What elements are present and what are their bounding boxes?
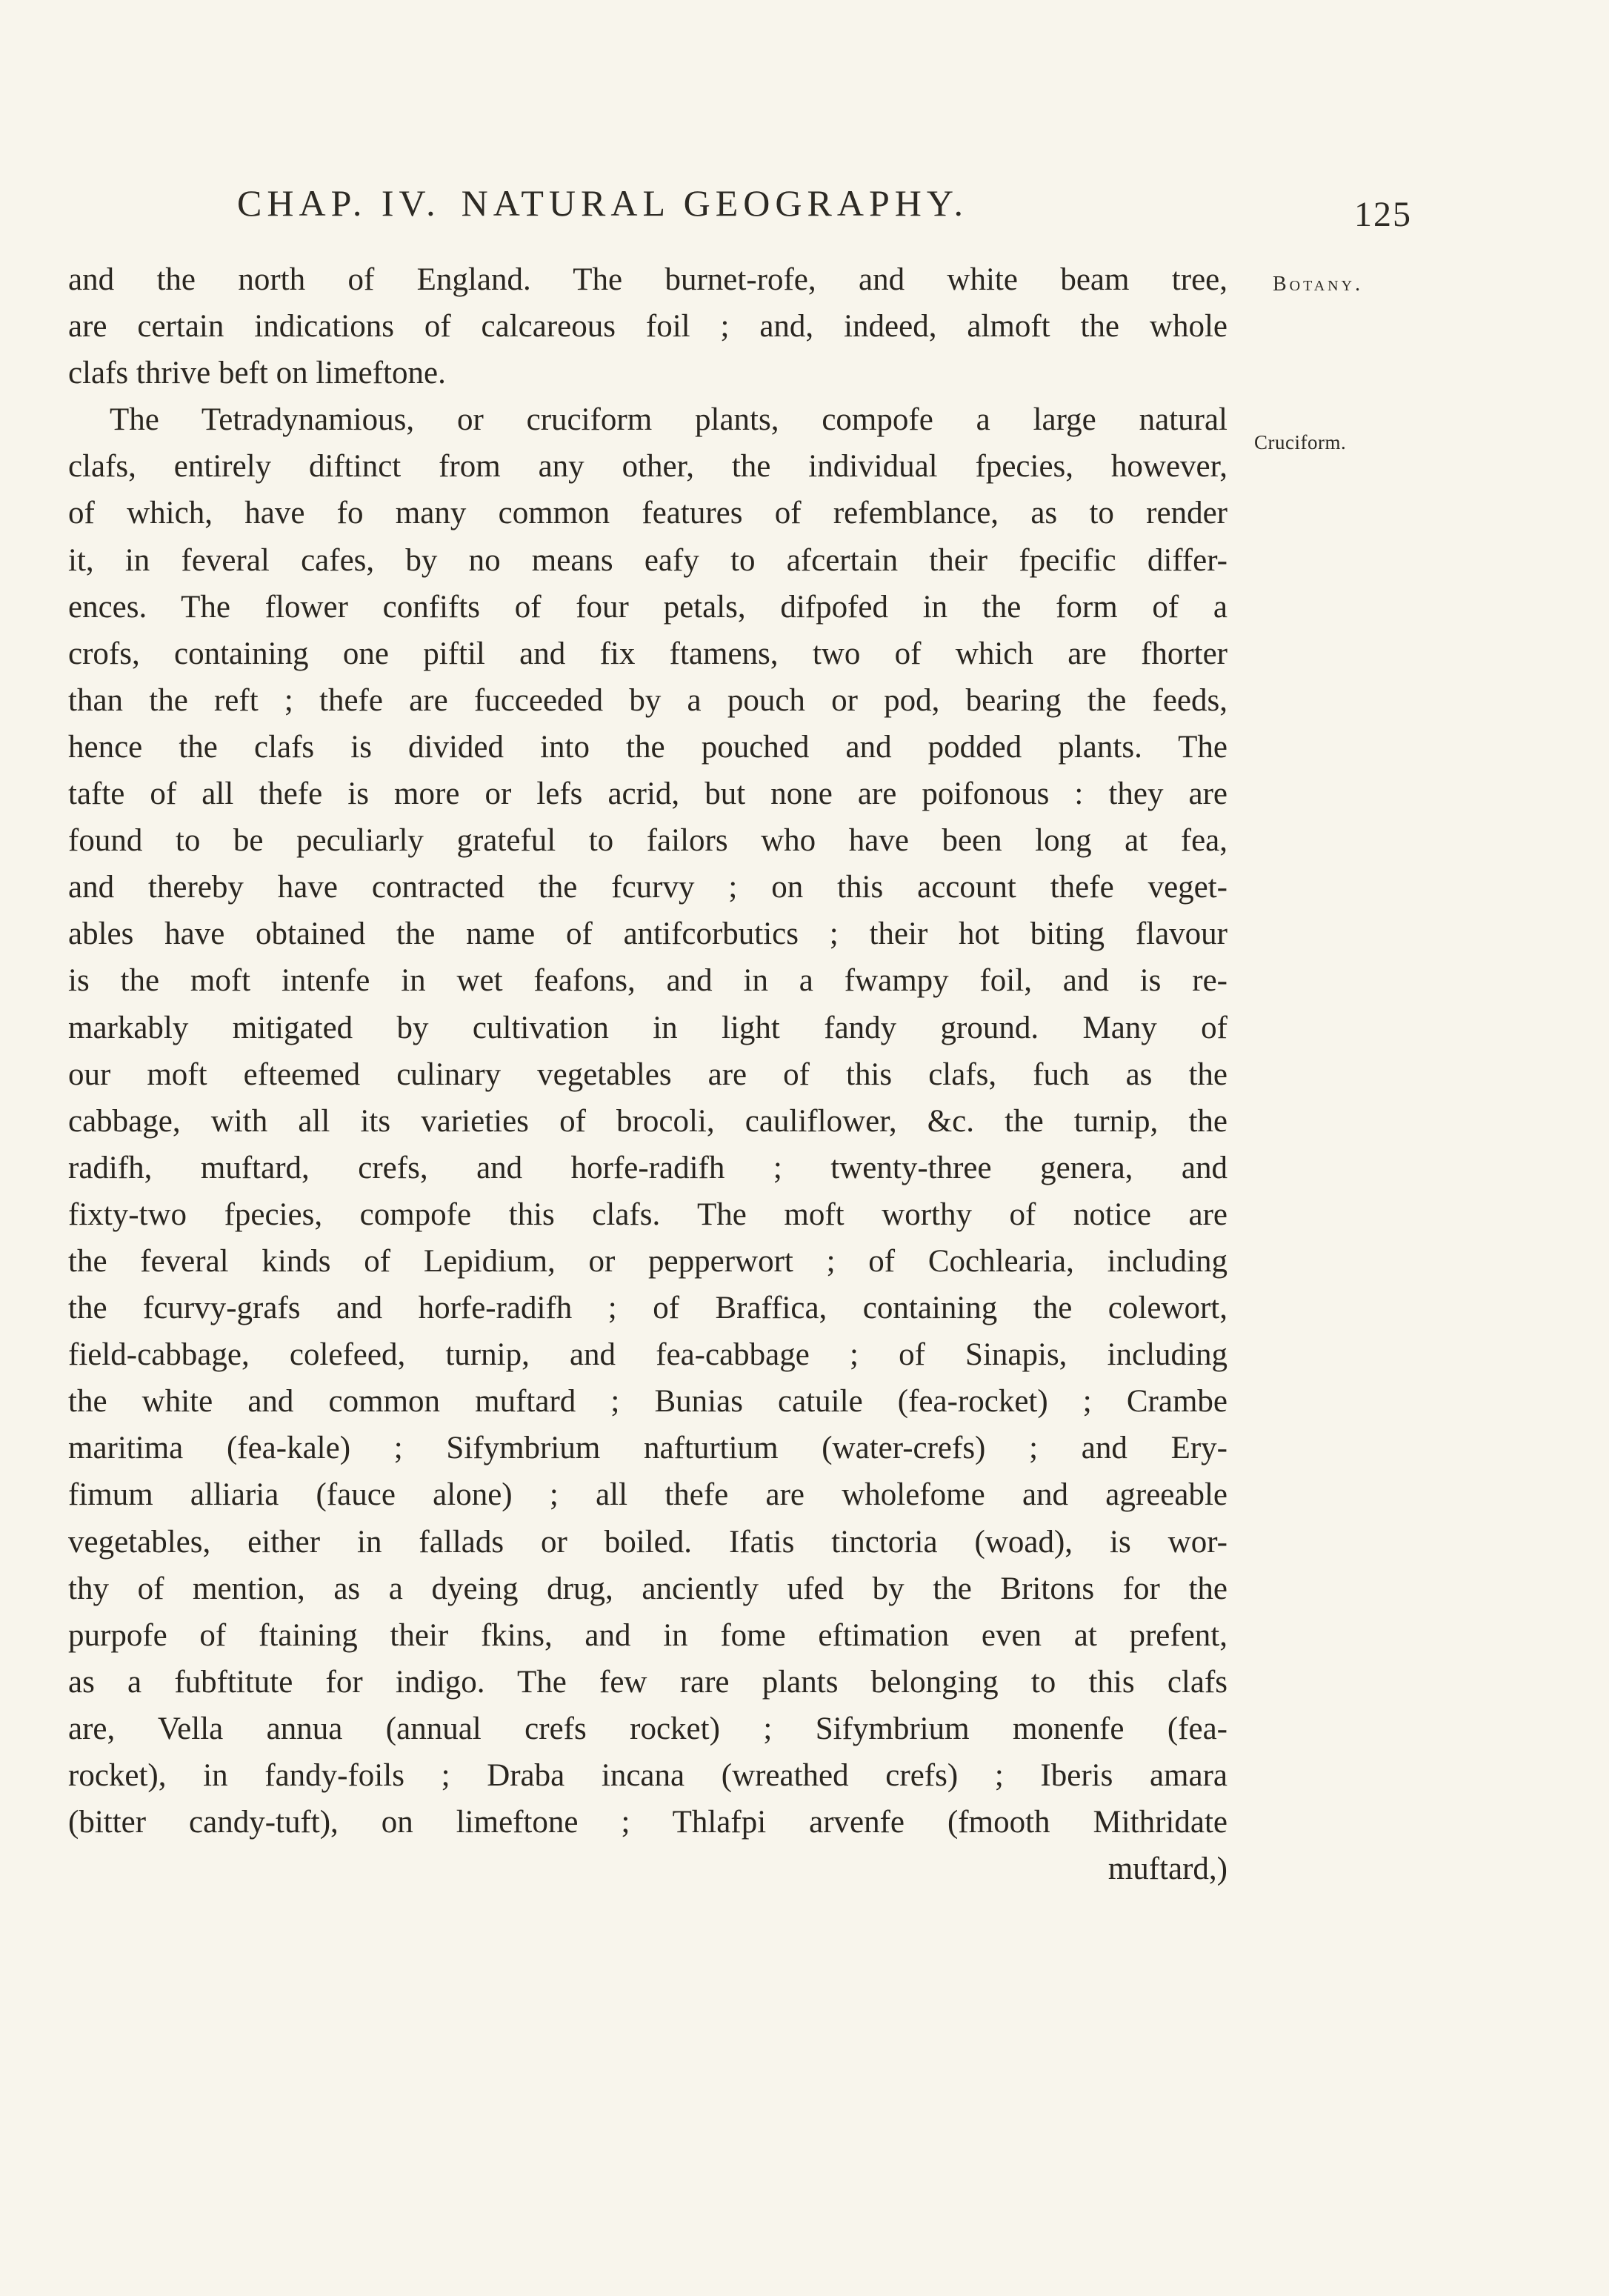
text-line: maritima (fea-kale) ; Sifymbrium nafturtium (water-crefs) ; and Ery- <box>68 1431 1227 1466</box>
margin-note-botany: Botany. <box>1273 273 1364 296</box>
text-line: ences. The flower confifts of four petals, difpofed in the form of a <box>68 589 1227 625</box>
text-line: ables have obtained the name of antifcorbutics ; their hot biting flavour <box>68 916 1227 952</box>
text-line: cabbage, with all its varieties of brocoli, cauliflower, &c. the turnip, the <box>68 1103 1227 1139</box>
text-line: markably mitigated by cultivation in light fandy ground. Many of <box>68 1010 1227 1045</box>
text-line: it, in feveral cafes, by no means eafy to afcertain their fpecific differ- <box>68 542 1227 578</box>
text-line: our moft efteemed culinary vegetables are of this clafs, fuch as the <box>68 1057 1227 1092</box>
text-line: radifh, muftard, crefs, and horfe-radifh ; twenty-three genera, and <box>68 1150 1227 1185</box>
text-line: fimum alliaria (fauce alone) ; all thefe are wholefome and agreeable <box>68 1477 1227 1513</box>
text-line: fixty-two fpecies, compofe this clafs. The moft worthy of notice are <box>68 1197 1227 1232</box>
text-line: is the moft intenfe in wet feafons, and in a fwampy foil, and is re- <box>68 963 1227 999</box>
text-line: (bitter candy-tuft), on limeftone ; Thlafpi arvenfe (fmooth Mithridate <box>68 1805 1227 1840</box>
text-line: found to be peculiarly grateful to failors who have been long at fea, <box>68 823 1227 859</box>
text-line: and thereby have contracted the fcurvy ; on this account thefe veget- <box>68 870 1227 905</box>
text-line: and the north of England. The burnet-rofe, and white beam tree, <box>68 262 1227 297</box>
text-line: vegetables, either in fallads or boiled. Ifatis tinctoria (woad), is wor- <box>68 1524 1227 1560</box>
running-header <box>237 182 1074 224</box>
text-line: crofs, containing one piftil and fix ftamens, two of which are fhorter <box>68 636 1227 671</box>
text-line: purpofe of ftaining their fkins, and in fome eftimation even at prefent, <box>68 1617 1227 1653</box>
text-line: the fcurvy-grafs and horfe-radifh ; of Braffica, containing the colewort, <box>68 1291 1227 1326</box>
text-line: hence the clafs is divided into the pouched and podded plants. The <box>68 729 1227 765</box>
text-line: rocket), in fandy-foils ; Draba incana (wreathed crefs) ; Iberis amara <box>68 1758 1227 1793</box>
chapter-title: NATURAL GEOGRAPHY. <box>461 182 969 224</box>
margin-note-cruciform: Cruciform. <box>1254 431 1347 453</box>
text-line: are, Vella annua (annual crefs rocket) ; Sifymbrium monenfe (fea- <box>68 1711 1227 1746</box>
text-line: of which, have fo many common features of refemblance, as to render <box>68 496 1227 531</box>
text-line: thy of mention, as a dyeing drug, anciently ufed by the Britons for the <box>68 1571 1227 1606</box>
catchword-line: muftard,) <box>1107 1851 1227 1887</box>
text-line: as a fubftitute for indigo. The few rare plants belonging to this clafs <box>68 1664 1227 1700</box>
body-text <box>68 256 1227 1892</box>
page-number: 125 <box>1354 195 1412 234</box>
chapter-label: CHAP. IV. <box>237 182 441 224</box>
text-line: tafte of all thefe is more or lefs acrid, but none are poifonous : they are <box>68 776 1227 812</box>
text-line: are certain indications of calcareous foil ; and, indeed, almoft the whole <box>68 309 1227 345</box>
text-line: The Tetradynamious, or cruciform plants, compofe a large natural <box>110 402 1227 438</box>
text-line: the white and common muftard ; Bunias catuile (fea-rocket) ; Crambe <box>68 1384 1227 1420</box>
text-line: than the reft ; thefe are fucceeded by a pouch or pod, bearing the feeds, <box>68 682 1227 718</box>
text-line: clafs thrive beft on limeftone. <box>68 356 446 391</box>
text-line: clafs, entirely diftinct from any other, the individual fpecies, however, <box>68 449 1227 485</box>
text-line: field-cabbage, colefeed, turnip, and fea-cabbage ; of Sinapis, including <box>68 1337 1227 1373</box>
text-line: the feveral kinds of Lepidium, or pepperwort ; of Cochlearia, including <box>68 1243 1227 1279</box>
